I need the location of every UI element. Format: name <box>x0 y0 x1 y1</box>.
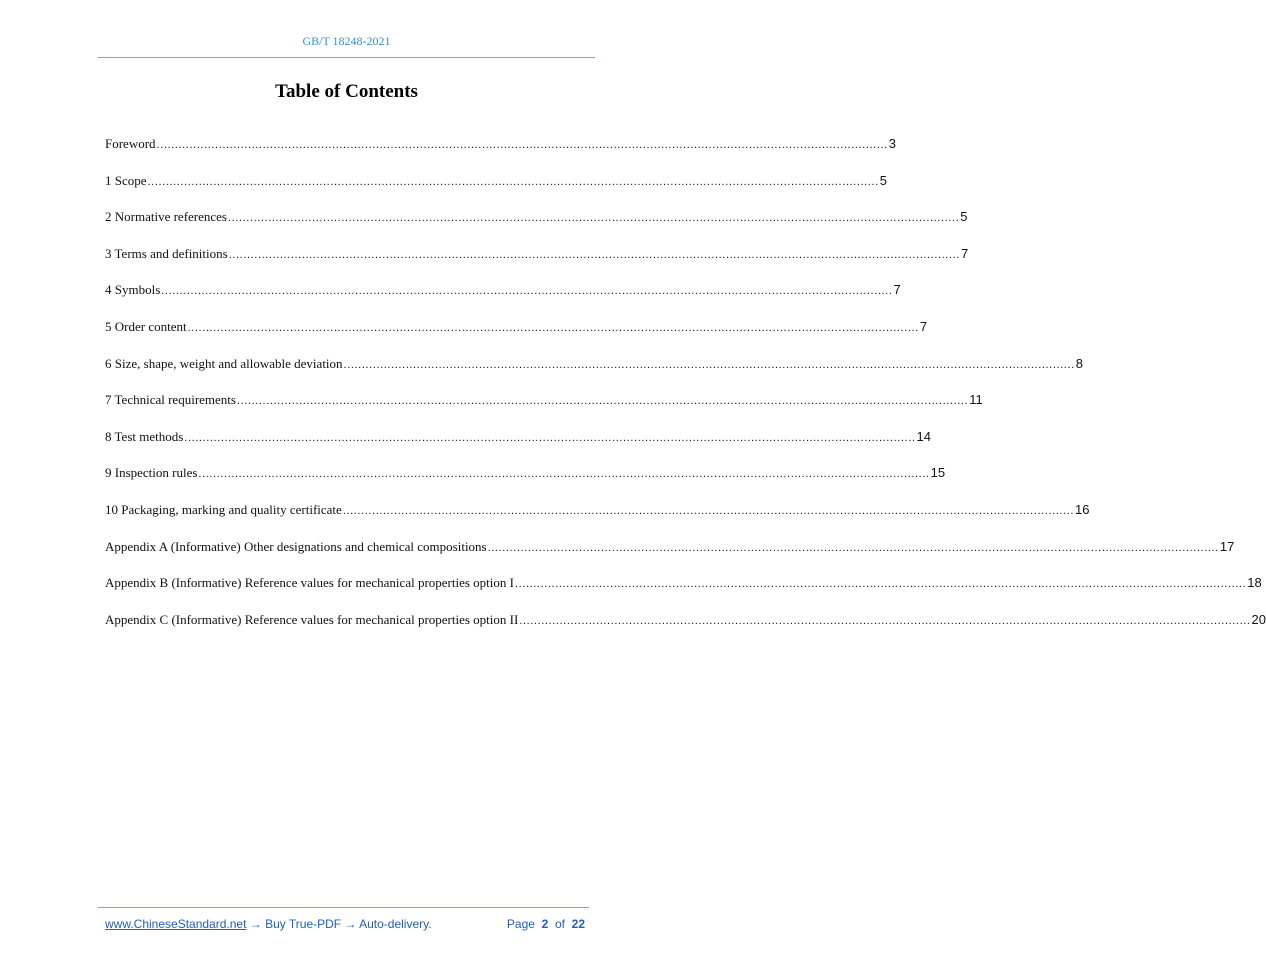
toc-entry[interactable] <box>105 538 1235 576</box>
footer-divider <box>98 907 589 908</box>
toc-entry[interactable] <box>105 172 887 210</box>
toc-entry-page: 15 <box>930 465 946 481</box>
toc-entry-title: Foreword <box>105 136 156 151</box>
toc-entry[interactable] <box>105 611 1266 649</box>
toc-entry[interactable] <box>105 355 1084 393</box>
toc-entry[interactable] <box>105 245 969 283</box>
toc-entry-page: 5 <box>960 209 968 225</box>
toc-entry-page: 20 <box>1251 611 1266 627</box>
toc-leader-dots: ........................................................................................................................................................................................................ <box>198 468 930 481</box>
toc-entry-page: 11 <box>969 392 983 408</box>
toc-entry-title: 4 Symbols <box>105 282 161 298</box>
toc-entry-page: 7 <box>893 282 901 298</box>
page-label: Page <box>506 917 535 931</box>
toc-entry[interactable] <box>105 392 983 429</box>
toc-leader-dots: ........................................................................................................................................................................................................ <box>161 285 893 298</box>
toc-entry-title: 10 Packaging, marking and quality certificate <box>105 501 342 517</box>
toc-entry[interactable] <box>105 575 1262 612</box>
toc-leader-dots: ........................................................................................................................................................................................................ <box>228 212 960 225</box>
toc-entry[interactable] <box>105 465 946 502</box>
toc-entry-page: 14 <box>916 428 931 444</box>
total-pages: 22 <box>571 917 585 931</box>
toc-leader-dots: ........................................................................................................................................................................................................ <box>228 248 960 261</box>
toc-entry[interactable] <box>105 428 931 466</box>
toc-entry-title: 6 Size, shape, weight and allowable deviation <box>105 355 343 371</box>
page-number <box>507 917 585 931</box>
toc-entry-title: 5 Order content <box>105 318 187 334</box>
toc-entry-title: Appendix A (Informative) Other designations and chemical compositions <box>105 538 487 554</box>
toc-entry-page: 5 <box>879 172 887 188</box>
page-footer <box>105 917 585 933</box>
toc-entry-title: 7 Technical requirements <box>105 392 236 408</box>
header-divider <box>98 57 595 58</box>
toc-entry-title: Appendix C (Informative) Reference values for mechanical properties option II <box>105 611 519 627</box>
header-standard-code: GB/T 18248-2021 <box>302 34 391 48</box>
toc-entry-page: 3 <box>888 136 897 151</box>
toc-leader-dots: ........................................................................................................................................................................................................ <box>156 139 888 151</box>
toc-entry-page: 7 <box>919 318 928 334</box>
toc-leader-dots: ........................................................................................................................................................................................................ <box>514 578 1247 591</box>
page-of-label: of <box>554 917 565 931</box>
page-title: Table of Contents <box>275 81 418 102</box>
toc-leader-dots: ........................................................................................................................................................................................................ <box>342 504 1075 517</box>
toc-entry-page: 16 <box>1075 501 1090 517</box>
toc-entry[interactable] <box>105 282 901 319</box>
footer-promo-text: → Buy True-PDF → Auto-delivery. <box>246 917 432 931</box>
toc-leader-dots: ........................................................................................................................................................................................................ <box>184 431 916 444</box>
toc-entry-title: 2 Normative references <box>105 209 227 225</box>
toc-entry-title: 3 Terms and definitions <box>105 245 228 261</box>
toc-leader-dots: ........................................................................................................................................................................................................ <box>487 541 1219 554</box>
toc-entry[interactable] <box>105 501 1090 539</box>
toc-entry-page: 17 <box>1219 538 1235 554</box>
toc-entry-page: 18 <box>1247 575 1262 591</box>
toc-leader-dots: ........................................................................................................................................................................................................ <box>343 358 1075 371</box>
toc-entry-title: 9 Inspection rules <box>105 465 198 481</box>
toc-entry-title: Appendix B (Informative) Reference values for mechanical properties option I <box>105 575 514 591</box>
website-link[interactable]: www.ChineseStandard.net <box>105 917 247 931</box>
toc-entry[interactable] <box>105 209 968 246</box>
toc-entry-page: 8 <box>1075 355 1084 371</box>
current-page: 2 <box>541 917 549 931</box>
toc-entry-title: 1 Scope <box>105 172 147 188</box>
toc-entry[interactable] <box>105 318 928 356</box>
toc-leader-dots: ........................................................................................................................................................................................................ <box>147 175 879 188</box>
toc-entry-title: 8 Test methods <box>105 428 184 444</box>
toc-entry[interactable] <box>105 136 897 173</box>
table-of-contents <box>105 136 1266 648</box>
toc-leader-dots: ........................................................................................................................................................................................................ <box>236 395 969 408</box>
toc-entry-page: 7 <box>960 245 969 261</box>
toc-leader-dots: ........................................................................................................................................................................................................ <box>519 614 1251 627</box>
toc-leader-dots: ........................................................................................................................................................................................................ <box>187 321 919 334</box>
